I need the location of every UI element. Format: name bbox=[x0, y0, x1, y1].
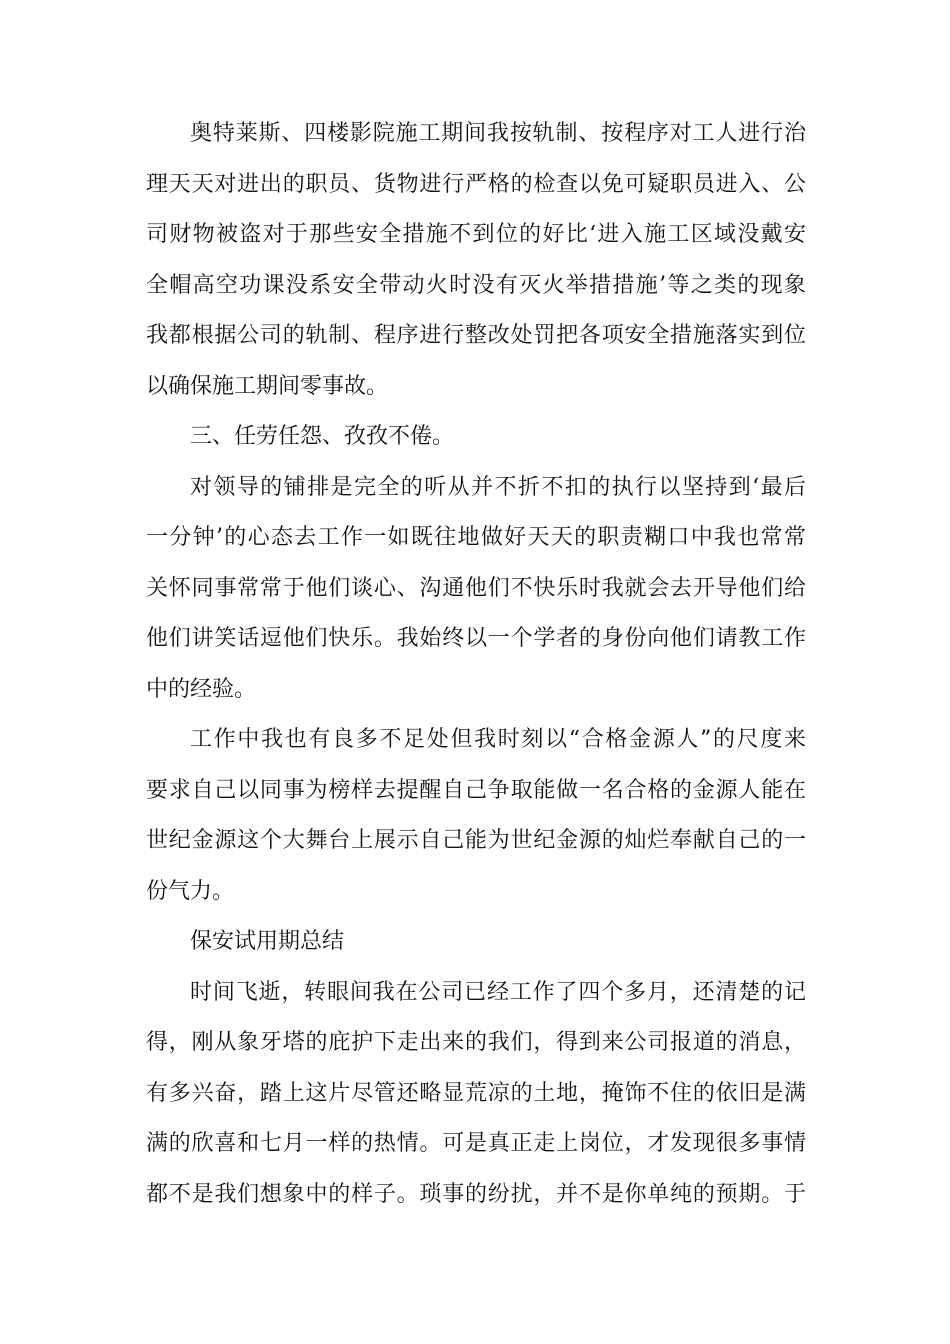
text-line: 满的欣喜和七月一样的热情。可是真正走上岗位，才发现很多事情 bbox=[146, 1131, 806, 1156]
text-line: 三、任劳任怨、孜孜不倦。 bbox=[190, 424, 455, 449]
text-line: 份气力。 bbox=[146, 878, 235, 904]
text-line: 一分钟’的心态去工作一如既往地做好天天的职责糊口中我也常常 bbox=[146, 525, 806, 550]
document-body bbox=[146, 109, 806, 1220]
text-line: 有多兴奋，踏上这片尽管还略显荒凉的土地，掩饰不住的依旧是满 bbox=[146, 1080, 806, 1106]
text-line: 对领导的铺排是完全的听从并不折不扣的执行以坚持到‘最后 bbox=[190, 474, 806, 500]
text-line: 以确保施工期间零事故。 bbox=[146, 373, 389, 399]
text-line: 工作中我也有良多不足处但我时刻以“合格金源人”的尺度来 bbox=[190, 727, 806, 752]
text-line: 他们讲笑话逗他们快乐。我始终以一个学者的身份向他们请教工作 bbox=[146, 626, 806, 651]
text-line: 要求自己以同事为榜样去提醒自己争取能做一名合格的金源人能在 bbox=[146, 777, 806, 803]
text-line: 得，刚从象牙塔的庇护下走出来的我们，得到来公司报道的消息， bbox=[146, 1030, 806, 1055]
text-line: 世纪金源这个大舞台上展示自己能为世纪金源的灿烂奉献自己的一 bbox=[146, 828, 806, 853]
text-line: 都不是我们想象中的样子。琐事的纷扰，并不是你单纯的预期。于 bbox=[146, 1181, 806, 1207]
text-line: 我都根据公司的轨制、程序进行整改处罚把各项安全措施落实到位 bbox=[146, 323, 806, 348]
text-line: 时间飞逝，转眼间我在公司已经工作了四个多月，还清楚的记 bbox=[190, 979, 806, 1005]
text-line: 司财物被盗对于那些安全措施不到位的好比‘进入施工区域没戴安 bbox=[146, 222, 806, 247]
text-line: 全帽高空功课没系安全带动火时没有灭火举措措施’等之类的现象 bbox=[146, 272, 806, 298]
text-line: 中的经验。 bbox=[146, 676, 257, 702]
text-line: 关怀同事常常于他们谈心、沟通他们不快乐时我就会去开导他们给 bbox=[146, 575, 806, 601]
text-line: 理天天对进出的职员、货物进行严格的检查以免可疑职员进入、公 bbox=[146, 171, 806, 197]
text-line: 奥特莱斯、四楼影院施工期间我按轨制、按程序对工人进行治 bbox=[190, 121, 806, 146]
text-line: 保安试用期总结 bbox=[190, 929, 345, 954]
